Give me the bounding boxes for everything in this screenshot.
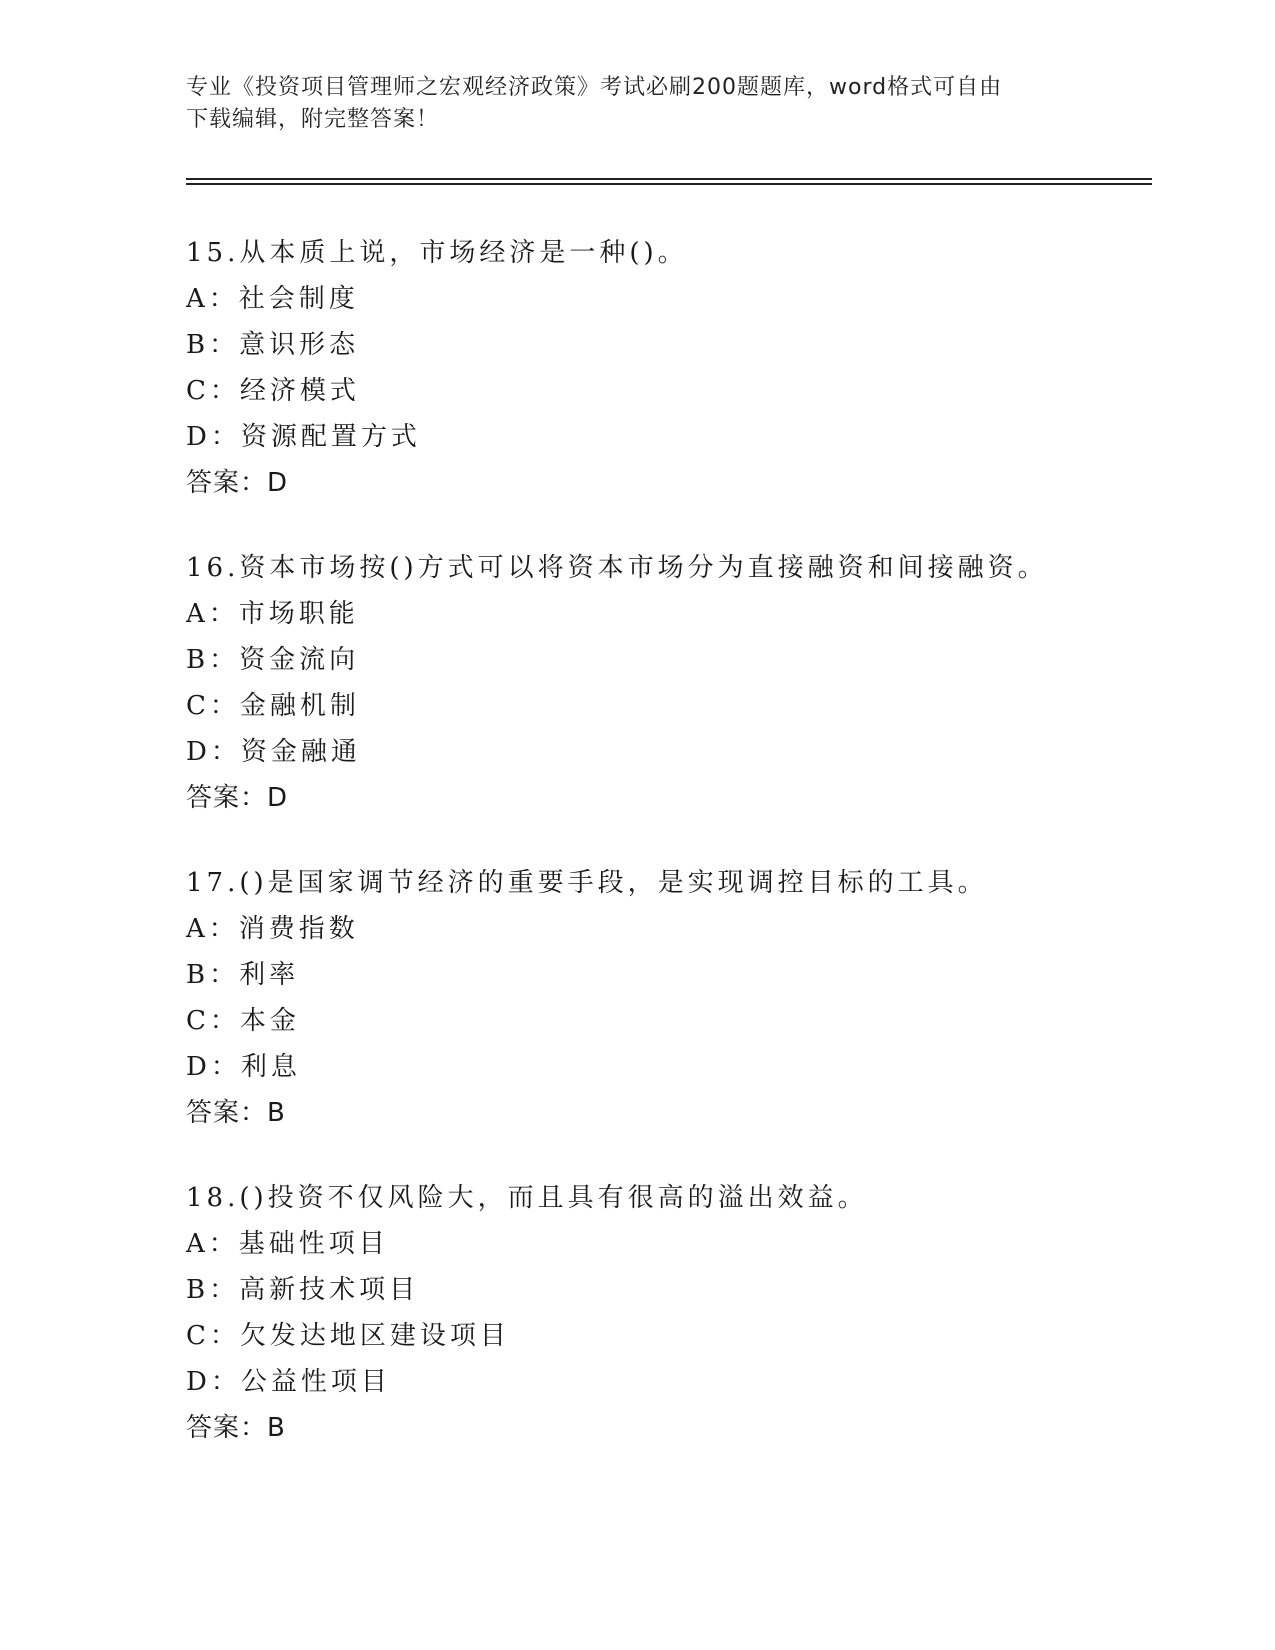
question-17	[186, 860, 1166, 1136]
question-16	[186, 545, 1166, 821]
option-a: A：市场职能	[186, 599, 359, 629]
header-line-2: 下载编辑，附完整答案！	[186, 107, 440, 132]
option-a: A：基础性项目	[186, 1229, 389, 1259]
answer-line: 答案：B	[186, 1413, 286, 1443]
question-18	[186, 1175, 1166, 1451]
option-c: C：金融机制	[186, 691, 360, 721]
option-a: A：社会制度	[186, 284, 359, 314]
question-15	[186, 230, 1166, 506]
option-b: B：利率	[186, 960, 300, 990]
option-c: C：本金	[186, 1006, 300, 1036]
option-d: D：利息	[186, 1052, 301, 1082]
question-stem: 18.()投资不仅风险大，而且具有很高的溢出效益。	[186, 1183, 868, 1213]
document-header	[186, 72, 1086, 136]
option-d: D：资源配置方式	[186, 422, 421, 452]
question-stem: 16.资本市场按()方式可以将资本市场分为直接融资和间接融资。	[186, 553, 1048, 583]
question-stem: 15.从本质上说，市场经济是一种()。	[186, 238, 688, 268]
option-b: B：高新技术项目	[186, 1275, 420, 1305]
option-d: D：公益性项目	[186, 1367, 391, 1397]
option-b: B：资金流向	[186, 645, 360, 675]
option-d: D：资金融通	[186, 737, 361, 767]
header-divider-top	[186, 178, 1152, 180]
option-c: C：欠发达地区建设项目	[186, 1321, 510, 1351]
header-divider-bottom	[186, 183, 1152, 185]
header-line-1: 专业《投资项目管理师之宏观经济政策》考试必刷200题题库，word格式可自由	[186, 75, 1003, 100]
option-c: C：经济模式	[186, 376, 360, 406]
question-stem: 17.()是国家调节经济的重要手段，是实现调控目标的工具。	[186, 868, 988, 898]
option-b: B：意识形态	[186, 330, 360, 360]
answer-line: 答案：D	[186, 468, 289, 498]
answer-line: 答案：D	[186, 783, 289, 813]
answer-line: 答案：B	[186, 1098, 286, 1128]
option-a: A：消费指数	[186, 914, 359, 944]
